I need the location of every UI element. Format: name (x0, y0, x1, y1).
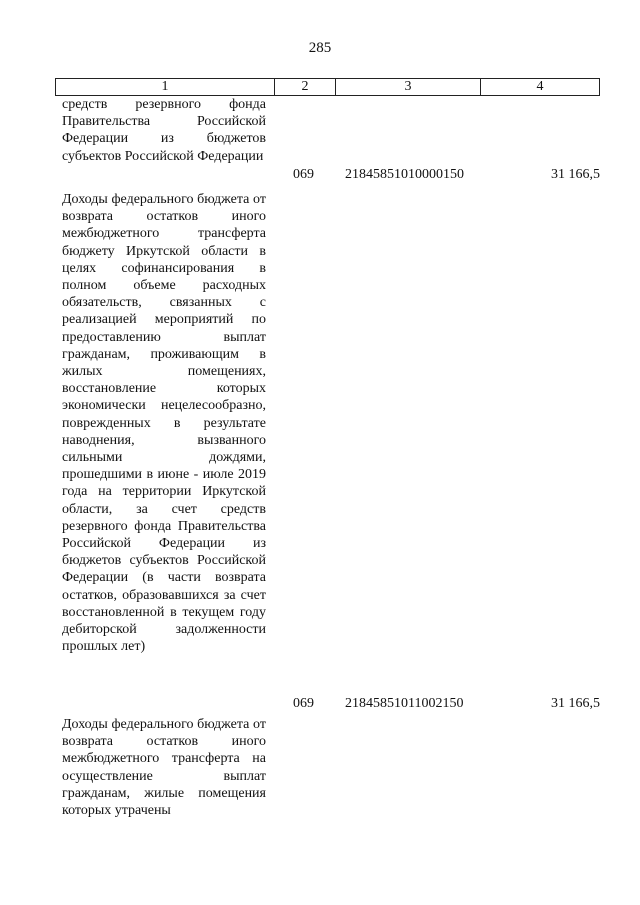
page-number: 285 (308, 40, 332, 56)
row-kbk-code: 21845851010000150 (345, 167, 464, 182)
row-admin-code: 069 (293, 696, 314, 711)
header-col-1: 1 (56, 79, 275, 95)
header-col-4: 4 (536, 79, 544, 94)
row-amount: 31 166,5 (551, 167, 600, 182)
row-amount: 31 166,5 (551, 696, 600, 711)
row-kbk-code: 21845851011002150 (345, 696, 464, 711)
row-description: Доходы федерального бюджета от возврата остатков иного межбюджетного трансферта на осуществление выплат гражданам, жилые помещения которых утрачены (62, 717, 266, 819)
row-description: Доходы федерального бюджета от возврата остатков иного межбюджетного трансферта бюджету Иркутской области в целях софинансирования в полном объеме расходных обязательств, связанных с реализацией мероприятий по предоставлению выплат гражданам, проживающим в жилых помещениях, восстановление которых экономически нецелесообразно, поврежденных в результате наводнения, вызванного сильными дождями, прошедшими в июне - июле 2019 года на территории Иркутской области, за счет средств резервного фонда Правительства Российской Федерации из бюджетов субъектов Российской Федерации (в части возврата остатков, образовавшихся за счет восстановленной в текущем году дебиторской задолженности прошлых лет) (62, 192, 266, 655)
row-description: средств резервного фонда Правительства Российской Федерации из бюджетов субъектов Российской Федерации (62, 97, 266, 164)
header-col-2: 2 (275, 79, 336, 95)
row-admin-code: 069 (293, 167, 314, 182)
header-col-3: 3 (336, 79, 481, 95)
table-header-row (55, 78, 600, 96)
